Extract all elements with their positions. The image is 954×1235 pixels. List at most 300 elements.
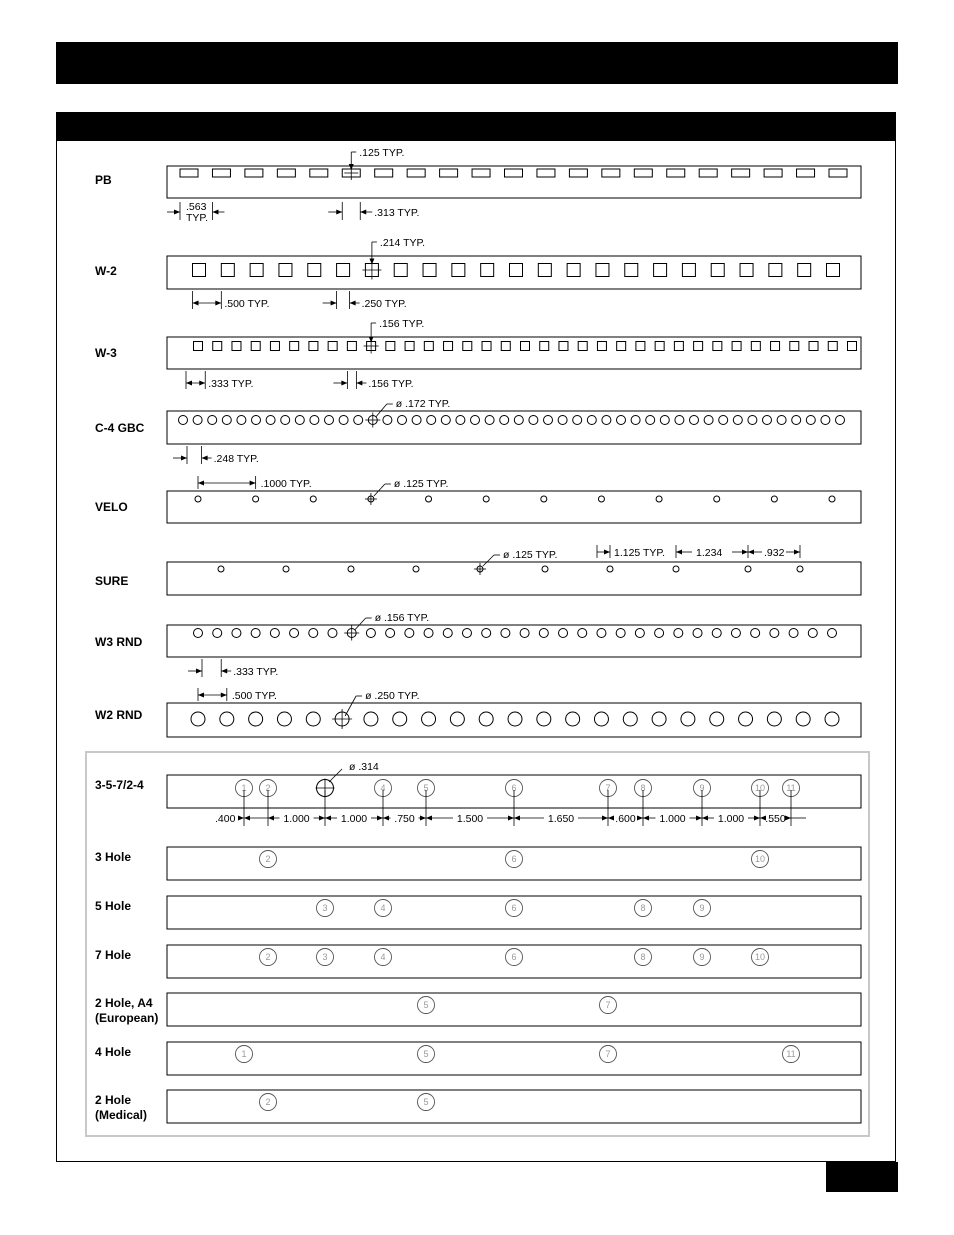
hole-number: 11 [786, 1049, 796, 1059]
punch-hole [751, 629, 760, 638]
punch-hole [771, 342, 780, 351]
spacing-label: .550 [765, 813, 786, 825]
punch-hole [828, 342, 837, 351]
punch-hole [777, 416, 786, 425]
punch-hole [829, 496, 835, 502]
hole-size-note: ø .125 TYP. [393, 478, 449, 490]
dimension-arrow [196, 669, 202, 674]
punch-hole [732, 169, 750, 177]
punch-hole [654, 264, 667, 277]
punch-hole [769, 264, 782, 277]
dimension-arrow [383, 816, 389, 821]
punch-hole [514, 416, 523, 425]
punch-hole [290, 629, 299, 638]
spacing-label: .932 [764, 547, 785, 559]
punch-hole [733, 416, 742, 425]
hole-number: 10 [754, 952, 766, 962]
punch-hole [745, 566, 751, 572]
punch-hole [483, 496, 489, 502]
punch-hole [253, 496, 259, 502]
dimension-arrow [637, 816, 643, 821]
punch-hole [558, 416, 567, 425]
hole-number: 6 [511, 903, 517, 913]
spacing-label: 1.650 [547, 813, 575, 825]
punch-hole [220, 712, 234, 726]
punch-hole [587, 416, 596, 425]
dimension-arrow [350, 301, 356, 306]
punch-hole [452, 264, 465, 277]
numbered-patterns-panel [86, 752, 869, 1136]
punch-hole [617, 416, 626, 425]
punch-hole [251, 342, 260, 351]
punch-hole [825, 712, 839, 726]
dimension-arrow [198, 481, 204, 486]
strip-label-sub: (European) [95, 1011, 159, 1025]
punch-hole [748, 416, 757, 425]
hole-size-note: ø .250 TYP. [365, 690, 420, 702]
punch-hole [195, 496, 201, 502]
dimension-arrow [268, 816, 274, 821]
punch-hole [194, 342, 203, 351]
punch-hole [422, 712, 436, 726]
punch-hole [771, 496, 777, 502]
numbered-patterns [95, 761, 861, 1123]
punch-hole [237, 416, 246, 425]
punch-hole [578, 342, 587, 351]
dimension-arrow [602, 816, 608, 821]
punch-hole [193, 264, 206, 277]
dimension-arrow [202, 456, 208, 461]
dimension-arrow [508, 816, 514, 821]
hole-number: 6 [511, 854, 517, 864]
dimension-arrow [336, 210, 342, 215]
punch-hole [636, 342, 645, 351]
punch-hole [405, 629, 414, 638]
dimension-arrow [319, 816, 325, 821]
punch-hole [631, 416, 640, 425]
punch-hole [270, 342, 279, 351]
punch-hole [616, 629, 625, 638]
punch-hole [597, 342, 606, 351]
punch-hole [559, 342, 568, 351]
hole-number: 5 [423, 1000, 429, 1010]
punch-hole [655, 342, 664, 351]
strip-outline [167, 993, 861, 1026]
dimension-arrow [238, 816, 244, 821]
strip-c-4-gbc [95, 398, 861, 465]
pattern-7-hole [95, 945, 861, 978]
punch-hole [508, 712, 522, 726]
spacing-label: .600 [615, 813, 636, 825]
hole-number: 7 [605, 1000, 611, 1010]
punch-hole [520, 629, 529, 638]
punch-hole [538, 264, 551, 277]
punch-hole [602, 416, 611, 425]
spacing-label: 1.000 [717, 813, 745, 825]
punch-hole [394, 264, 407, 277]
punch-hole [567, 264, 580, 277]
punch-hole [809, 342, 818, 351]
punch-hole [348, 566, 354, 572]
punch-hole [597, 629, 606, 638]
punch-hole [412, 416, 421, 425]
punch-hole [407, 169, 425, 177]
strip-label: VELO [95, 500, 128, 514]
punch-hole [290, 342, 299, 351]
punch-hole [281, 416, 290, 425]
hole-number: 10 [754, 783, 766, 793]
punch-hole [472, 169, 490, 177]
pattern-3-hole [95, 847, 861, 880]
punch-hole [797, 566, 803, 572]
punch-strips [95, 147, 861, 737]
punch-hole [405, 342, 414, 351]
punch-hole [660, 416, 669, 425]
punch-hole [232, 629, 241, 638]
punch-hole [712, 629, 721, 638]
punch-hole [413, 566, 419, 572]
punch-hole [252, 416, 261, 425]
spacing-label: 1.000 [659, 813, 686, 825]
punch-hole [529, 416, 538, 425]
strip-w-2 [95, 237, 861, 310]
dimension-arrow [356, 381, 362, 386]
hole-number: 2 [265, 1097, 271, 1107]
punch-hole [828, 629, 837, 638]
punch-hole [441, 416, 450, 425]
punch-hole [541, 496, 547, 502]
strip-pb [95, 147, 861, 224]
punch-hole [559, 629, 568, 638]
hole-number: 1 [241, 783, 247, 793]
punch-hole [443, 629, 452, 638]
dimension-arrow [250, 481, 256, 486]
punch-hole [763, 416, 772, 425]
dimension-arrow [186, 381, 192, 386]
dimension-arrow [360, 210, 366, 215]
punch-hole [194, 629, 203, 638]
punch-hole [798, 264, 811, 277]
pattern-2-hole [95, 1090, 861, 1123]
dimension-arrow [643, 816, 649, 821]
punch-hole [180, 169, 198, 177]
strip-label: 5 Hole [95, 899, 132, 913]
punch-hole [623, 712, 637, 726]
punch-hole [789, 629, 798, 638]
hole-number: 9 [699, 903, 705, 913]
dimension-arrow [221, 693, 227, 698]
punch-hole [751, 342, 760, 351]
spacing-label: .750 [394, 813, 415, 825]
punch-hole [655, 629, 664, 638]
punch-hole [652, 712, 666, 726]
punch-hole [354, 416, 363, 425]
strip-label: W-2 [95, 264, 117, 278]
punch-hole [674, 342, 683, 351]
punch-hole [796, 712, 810, 726]
punch-hole [617, 342, 626, 351]
punch-hole [537, 169, 555, 177]
dimension-arrow [244, 816, 250, 821]
punch-hole [309, 629, 318, 638]
punch-hole [699, 169, 717, 177]
dimension-arrow [754, 816, 760, 821]
punch-hole [797, 169, 815, 177]
pattern-5-hole [95, 896, 861, 929]
punch-hole [347, 342, 356, 351]
strip-label: 3 Hole [95, 850, 132, 864]
dimension-arrow [212, 210, 218, 215]
dimension-arrow [748, 550, 754, 555]
punch-hole [501, 629, 510, 638]
punch-hole [732, 342, 741, 351]
punch-hole [283, 566, 289, 572]
punch-hole [310, 496, 316, 502]
dimension-arrow [426, 816, 432, 821]
strip-3-5-7-2-4 [95, 761, 861, 826]
dimension-arrow [377, 816, 383, 821]
strip-velo [95, 476, 861, 523]
punch-hole [440, 169, 458, 177]
punch-hole [462, 629, 471, 638]
punch-hole [222, 416, 231, 425]
dimension-arrow [514, 816, 520, 821]
hole-number: 4 [380, 783, 386, 793]
punch-hole [578, 629, 587, 638]
punch-hole [218, 566, 224, 572]
dimension-arrow [174, 210, 180, 215]
hole-number: 2 [265, 952, 271, 962]
punch-hole [827, 264, 840, 277]
punch-hole [386, 629, 395, 638]
punch-hole [375, 169, 393, 177]
strip-w-3 [95, 318, 861, 390]
strip-label: C-4 GBC [95, 421, 145, 435]
hole-number: 6 [511, 783, 517, 793]
punch-hole [656, 496, 662, 502]
punch-hole [821, 416, 830, 425]
dimension-arrow [676, 550, 682, 555]
strip-label: 2 Hole, A4 [95, 996, 153, 1010]
punch-hole [790, 342, 799, 351]
punch-hole [325, 416, 334, 425]
punch-hole [485, 416, 494, 425]
punch-hole [731, 629, 740, 638]
hole-size-note: ø .172 TYP. [395, 398, 451, 410]
punch-hole [308, 264, 321, 277]
punch-hole [444, 342, 453, 351]
punch-hole [339, 416, 348, 425]
punch-hole [212, 169, 230, 177]
spacing-label: 1.000 [283, 813, 310, 825]
punch-hole [366, 629, 375, 638]
punch-hole [770, 629, 779, 638]
strip-outline [167, 562, 861, 595]
punch-hole [393, 712, 407, 726]
punch-hole [481, 264, 494, 277]
strip-label-sub: (Medical) [95, 1108, 148, 1122]
hole-number: 3 [322, 903, 328, 913]
punch-hole [328, 629, 337, 638]
hole-size-note: .156 TYP. [379, 318, 425, 330]
punch-hole [714, 496, 720, 502]
dimension-arrow [193, 301, 199, 306]
punch-hole [539, 629, 548, 638]
punch-hole [682, 264, 695, 277]
hole-number: 1 [241, 1049, 247, 1059]
dimension-arrow [325, 816, 331, 821]
punch-hole [277, 169, 295, 177]
punch-hole [596, 264, 609, 277]
dimension-arrow [331, 301, 337, 306]
punch-hole [277, 712, 291, 726]
dimension-arrow [215, 301, 221, 306]
dimension-arrow [221, 669, 227, 674]
hole-number: 4 [380, 952, 386, 962]
strip-label: W2 RND [95, 708, 143, 722]
punch-hole [690, 416, 699, 425]
punch-hole [634, 169, 652, 177]
punch-hole [704, 416, 713, 425]
spacing-label: .248 TYP. [213, 453, 259, 465]
punch-hole [501, 342, 510, 351]
punch-hole [450, 712, 464, 726]
hole-number: 3 [322, 952, 328, 962]
punch-hole [792, 416, 801, 425]
hole-size-note: ø .156 TYP. [374, 612, 430, 624]
punch-hole [573, 416, 582, 425]
punch-hole [829, 169, 847, 177]
punch-hole [328, 342, 337, 351]
punch-hole [540, 342, 549, 351]
punch-hole [423, 264, 436, 277]
punch-hole [510, 264, 523, 277]
pattern-2-hole-a4 [95, 993, 861, 1026]
dimension-arrow [696, 816, 702, 821]
spacing-label: .1000 TYP. [260, 478, 312, 490]
hole-number: 10 [754, 854, 766, 864]
hole-number: 5 [423, 1097, 429, 1107]
spacing-label: TYP. [186, 212, 208, 224]
punch-hole [213, 629, 222, 638]
punch-hole [542, 566, 548, 572]
dimension-arrow [608, 816, 614, 821]
punch-hole [208, 416, 217, 425]
punch-hole [245, 169, 263, 177]
punch-hole [719, 416, 728, 425]
punch-hole [310, 416, 319, 425]
punch-hole [249, 712, 263, 726]
spacing-label: .563 [186, 201, 207, 213]
punch-hole [232, 342, 241, 351]
punch-hole [426, 496, 432, 502]
dimension-arrow [702, 816, 708, 821]
strip-w2-rnd [95, 688, 861, 737]
punch-hole [767, 712, 781, 726]
spacing-label: 1.234 [696, 547, 723, 559]
spacing-label: .333 TYP. [208, 378, 254, 390]
punch-hole [295, 416, 304, 425]
punch-hole [364, 712, 378, 726]
punch-hole [424, 342, 433, 351]
dimension-arrow [742, 550, 748, 555]
punch-hole [673, 566, 679, 572]
spacing-label: .250 TYP. [361, 298, 407, 310]
punch-hole [808, 629, 817, 638]
punch-hole [667, 169, 685, 177]
punch-hole [191, 712, 205, 726]
punch-hole [598, 496, 604, 502]
punch-hole [383, 416, 392, 425]
hole-number: 11 [786, 783, 796, 793]
punch-hole [270, 629, 279, 638]
strip-outline [167, 1042, 861, 1075]
dimension-arrow [785, 816, 791, 821]
strip-label: 3-5-7/2-4 [95, 778, 144, 792]
punch-hole [251, 629, 260, 638]
punch-hole [521, 342, 530, 351]
spacing-label: .333 TYP. [233, 666, 279, 678]
strip-label: W-3 [95, 346, 117, 360]
punch-hole [482, 342, 491, 351]
spacing-label: 1.125 TYP. [614, 547, 665, 559]
punch-hole [250, 264, 263, 277]
hole-size-note: ø .314 [349, 761, 379, 773]
punch-hole [337, 264, 350, 277]
punch-hole [463, 342, 472, 351]
punch-hole [544, 416, 553, 425]
punch-hole [179, 416, 188, 425]
spacing-label: 1.500 [456, 813, 484, 825]
punch-hole [602, 169, 620, 177]
hole-number: 7 [605, 783, 611, 793]
hole-size-note: .214 TYP. [379, 237, 426, 249]
hole-number: 9 [699, 783, 705, 793]
dimension-arrow [198, 693, 204, 698]
hole-number: 8 [640, 952, 646, 962]
punch-hole [694, 342, 703, 351]
dimension-arrow [199, 381, 205, 386]
punch-hole [713, 342, 722, 351]
punch-hole [479, 712, 493, 726]
punch-hole [566, 712, 580, 726]
strip-sure [95, 545, 861, 595]
hole-number: 9 [699, 952, 705, 962]
punch-hole [806, 416, 815, 425]
dimension-arrow [420, 816, 426, 821]
hole-number: 5 [423, 783, 429, 793]
punch-hole [386, 342, 395, 351]
punch-hole [635, 629, 644, 638]
punch-hole [710, 712, 724, 726]
punch-hole [456, 416, 465, 425]
hole-number: 8 [640, 783, 646, 793]
punch-hole [848, 342, 857, 351]
hole-number: 4 [380, 903, 386, 913]
punch-hole [711, 264, 724, 277]
punch-hole [471, 416, 480, 425]
spacing-label: .500 TYP. [224, 298, 270, 310]
hole-number: 7 [605, 1049, 611, 1059]
punch-hole [693, 629, 702, 638]
punch-hole [646, 416, 655, 425]
punch-hole [306, 712, 320, 726]
punch-hole [625, 264, 638, 277]
dimension-arrow [794, 550, 800, 555]
punch-hole [482, 629, 491, 638]
punch-hole [424, 629, 433, 638]
punch-hole [279, 264, 292, 277]
